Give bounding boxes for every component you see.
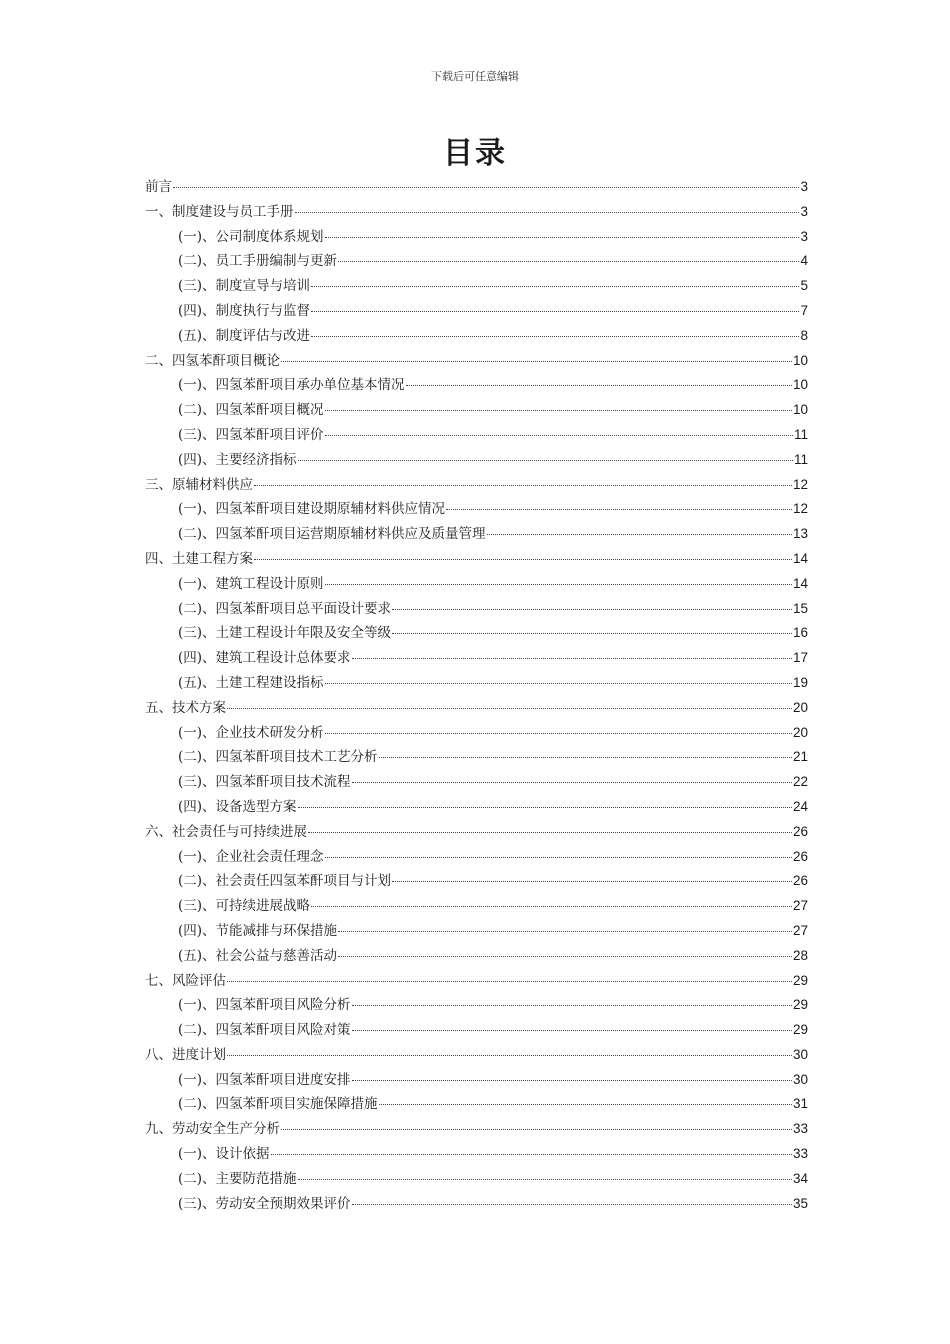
toc-leader-dots	[392, 609, 792, 610]
toc-section-entry[interactable]	[145, 969, 808, 994]
toc-entry-page-number: 31	[792, 1096, 808, 1112]
toc-leader-dots	[298, 807, 792, 808]
toc-entry-page-number: 5	[800, 278, 808, 294]
toc-entry-label: (二)、四氢苯酐项目风险对策	[178, 1022, 351, 1039]
toc-subsection-entry[interactable]	[145, 919, 808, 944]
toc-subsection-entry[interactable]	[145, 770, 808, 795]
toc-entry-label: (四)、主要经济指标	[178, 451, 297, 468]
toc-entry-label: (三)、制度宣导与培训	[178, 278, 311, 295]
toc-entry-page-number: 3	[800, 179, 808, 194]
toc-entry-page-number: 33	[792, 1146, 808, 1162]
toc-leader-dots	[325, 857, 792, 858]
toc-entry-page-number: 29	[792, 1022, 808, 1038]
toc-entry-label: (一)、企业技术研发分析	[178, 724, 324, 741]
toc-leader-dots	[325, 237, 800, 238]
toc-entry-label: (三)、可持续进展战略	[178, 898, 311, 915]
toc-entry-page-number: 4	[800, 253, 808, 269]
toc-entry-label: (二)、四氢苯酐项目实施保障措施	[178, 1096, 378, 1113]
toc-entry-label: (二)、主要防范措施	[178, 1170, 297, 1187]
toc-entry-page-number: 8	[800, 327, 808, 343]
toc-entry-label: (四)、制度执行与监督	[178, 302, 311, 319]
toc-entry-label: (四)、设备选型方案	[178, 798, 297, 815]
toc-leader-dots	[254, 485, 792, 486]
toc-entry-page-number: 27	[792, 922, 808, 938]
toc-entry-label: (二)、员工手册编制与更新	[178, 253, 338, 270]
toc-entry-label: (五)、土建工程建设指标	[178, 674, 324, 691]
toc-subsection-entry[interactable]	[145, 1192, 808, 1217]
toc-leader-dots	[325, 410, 792, 411]
toc-entry-label: (二)、四氢苯酐项目运营期原辅材料供应及质量管理	[178, 526, 486, 543]
toc-subsection-entry[interactable]	[145, 894, 808, 919]
toc-entry-page-number: 26	[792, 823, 808, 839]
toc-section-entry[interactable]	[145, 349, 808, 374]
toc-entry-label: (三)、四氢苯酐项目技术流程	[178, 774, 351, 791]
toc-leader-dots	[352, 1005, 792, 1006]
toc-subsection-entry[interactable]	[145, 1018, 808, 1043]
toc-entry-label: (一)、四氢苯酐项目风险分析	[178, 997, 351, 1014]
toc-entry-page-number: 12	[792, 501, 808, 517]
toc-leader-dots	[227, 981, 792, 982]
toc-leader-dots	[352, 1080, 792, 1081]
toc-leader-dots	[311, 906, 792, 907]
toc-leader-dots	[325, 733, 792, 734]
toc-leader-dots	[392, 633, 792, 634]
toc-entry-page-number: 26	[792, 873, 808, 889]
toc-entry-page-number: 20	[792, 724, 808, 740]
toc-entry-page-number: 11	[793, 426, 808, 442]
toc-entry-page-number: 35	[792, 1195, 808, 1211]
toc-entry-label: (一)、四氢苯酐项目承办单位基本情况	[178, 377, 405, 394]
toc-subsection-entry[interactable]	[145, 1142, 808, 1167]
toc-leader-dots	[325, 584, 792, 585]
toc-subsection-entry[interactable]	[145, 1167, 808, 1192]
toc-section-entry[interactable]	[145, 1117, 808, 1142]
toc-leader-dots	[281, 361, 792, 362]
toc-entry-label: (三)、劳动安全预期效果评价	[178, 1195, 351, 1212]
toc-entry-page-number: 13	[792, 526, 808, 542]
toc-entry-label: 五、技术方案	[145, 699, 226, 716]
toc-entry-label: (二)、四氢苯酐项目总平面设计要求	[178, 600, 392, 617]
toc-entry-page-number: 20	[792, 699, 808, 715]
toc-subsection-entry[interactable]	[145, 671, 808, 696]
toc-section-entry[interactable]	[145, 696, 808, 721]
toc-entry-page-number: 10	[792, 352, 808, 368]
toc-entry-page-number: 27	[792, 898, 808, 914]
toc-entry-page-number: 14	[792, 575, 808, 591]
toc-subsection-entry[interactable]	[145, 448, 808, 473]
toc-entry-label: (四)、建筑工程设计总体要求	[178, 650, 351, 667]
toc-section-entry[interactable]	[145, 200, 808, 225]
toc-entry-page-number: 15	[792, 600, 808, 616]
toc-subsection-entry[interactable]	[145, 1092, 808, 1117]
toc-leader-dots	[352, 1030, 792, 1031]
toc-entry-label: (三)、土建工程设计年限及安全等级	[178, 625, 392, 642]
toc-section-entry[interactable]	[145, 175, 808, 200]
toc-entry-page-number: 22	[792, 774, 808, 790]
toc-leader-dots	[325, 683, 792, 684]
toc-entry-label: (一)、企业社会责任理念	[178, 848, 324, 865]
toc-subsection-entry[interactable]	[145, 1068, 808, 1093]
toc-entry-label: 四、土建工程方案	[145, 550, 253, 567]
toc-leader-dots	[311, 286, 799, 287]
toc-section-entry[interactable]	[145, 1043, 808, 1068]
toc-leader-dots	[487, 534, 792, 535]
toc-leader-dots	[227, 708, 792, 709]
toc-entry-label: 七、风险评估	[145, 972, 226, 989]
toc-entry-page-number: 29	[792, 972, 808, 988]
toc-leader-dots	[298, 460, 793, 461]
toc-entry-label: (一)、设计依据	[178, 1146, 270, 1163]
toc-entry-page-number: 10	[792, 377, 808, 393]
toc-entry-label: (一)、四氢苯酐项目进度安排	[178, 1071, 351, 1088]
toc-subsection-entry[interactable]	[145, 869, 808, 894]
toc-leader-dots	[311, 311, 799, 312]
toc-section-entry[interactable]	[145, 473, 808, 498]
toc-entry-page-number: 7	[800, 302, 808, 318]
toc-entry-page-number: 28	[792, 947, 808, 963]
page-header: 下载后可任意编辑	[431, 70, 519, 83]
toc-entry-page-number: 3	[800, 228, 808, 244]
toc-entry-page-number: 33	[792, 1121, 808, 1137]
toc-subsection-entry[interactable]	[145, 646, 808, 671]
toc-subsection-entry[interactable]	[145, 324, 808, 349]
toc-entry-page-number: 26	[792, 848, 808, 864]
toc-leader-dots	[379, 757, 792, 758]
toc-entry-label: 六、社会责任与可持续进展	[145, 823, 307, 840]
toc-subsection-entry[interactable]	[145, 745, 808, 770]
toc-subsection-entry[interactable]	[145, 597, 808, 622]
toc-entry-label: 二、四氢苯酐项目概论	[145, 352, 280, 369]
toc-entry-page-number: 34	[792, 1170, 808, 1186]
toc-subsection-entry[interactable]	[145, 497, 808, 522]
toc-entry-page-number: 29	[792, 997, 808, 1013]
toc-leader-dots	[227, 1055, 792, 1056]
toc-entry-label: (二)、四氢苯酐项目技术工艺分析	[178, 749, 378, 766]
toc-leader-dots	[352, 782, 792, 783]
toc-entry-page-number: 19	[792, 674, 808, 690]
toc-entry-label: (四)、节能减排与环保措施	[178, 922, 338, 939]
toc-leader-dots	[173, 187, 799, 188]
toc-entry-page-number: 21	[792, 749, 808, 765]
toc-entry-label: (二)、四氢苯酐项目概况	[178, 402, 324, 419]
toc-entry-label: 八、进度计划	[145, 1046, 226, 1063]
toc-entry-page-number: 3	[800, 203, 808, 219]
toc-leader-dots	[338, 956, 792, 957]
toc-entry-label: (二)、社会责任四氢苯酐项目与计划	[178, 873, 392, 890]
toc-leader-dots	[308, 832, 792, 833]
toc-entry-label: (五)、制度评估与改进	[178, 327, 311, 344]
toc-leader-dots	[446, 509, 792, 510]
toc-entry-page-number: 12	[792, 476, 808, 492]
toc-leader-dots	[295, 212, 800, 213]
toc-section-entry[interactable]	[145, 820, 808, 845]
toc-entry-label: (三)、四氢苯酐项目评价	[178, 426, 324, 443]
toc-leader-dots	[352, 658, 792, 659]
toc-leader-dots	[254, 559, 792, 560]
toc-subsection-entry[interactable]	[145, 721, 808, 746]
toc-subsection-entry[interactable]	[145, 274, 808, 299]
table-of-contents	[145, 175, 808, 1216]
toc-entry-page-number: 10	[792, 402, 808, 418]
toc-leader-dots	[338, 931, 792, 932]
toc-leader-dots	[352, 1204, 792, 1205]
toc-subsection-entry[interactable]	[145, 944, 808, 969]
toc-subsection-entry[interactable]	[145, 795, 808, 820]
toc-entry-label: (一)、公司制度体系规划	[178, 228, 324, 245]
toc-section-entry[interactable]	[145, 547, 808, 572]
toc-subsection-entry[interactable]	[145, 398, 808, 423]
toc-entry-label: (五)、社会公益与慈善活动	[178, 947, 338, 964]
toc-leader-dots	[392, 881, 792, 882]
toc-subsection-entry[interactable]	[145, 423, 808, 448]
toc-entry-page-number: 24	[792, 798, 808, 814]
toc-subsection-entry[interactable]	[145, 522, 808, 547]
toc-entry-label: 一、制度建设与员工手册	[145, 203, 294, 220]
toc-entry-label: (一)、建筑工程设计原则	[178, 575, 324, 592]
toc-entry-page-number: 14	[792, 550, 808, 566]
toc-leader-dots	[379, 1104, 792, 1105]
toc-subsection-entry[interactable]	[145, 621, 808, 646]
toc-subsection-entry[interactable]	[145, 225, 808, 250]
toc-leader-dots	[298, 1179, 792, 1180]
toc-leader-dots	[271, 1154, 792, 1155]
toc-entry-label: 前言	[145, 179, 172, 195]
toc-entry-page-number: 30	[792, 1046, 808, 1062]
toc-entry-label: (一)、四氢苯酐项目建设期原辅材料供应情况	[178, 501, 446, 518]
toc-entry-page-number: 17	[792, 650, 808, 666]
toc-entry-page-number: 11	[793, 451, 808, 467]
toc-subsection-entry[interactable]	[145, 845, 808, 870]
toc-subsection-entry[interactable]	[145, 572, 808, 597]
toc-leader-dots	[281, 1129, 792, 1130]
toc-leader-dots	[325, 435, 793, 436]
toc-leader-dots	[338, 261, 799, 262]
toc-entry-label: 三、原辅材料供应	[145, 476, 253, 493]
toc-subsection-entry[interactable]	[145, 249, 808, 274]
toc-entry-page-number: 16	[792, 625, 808, 641]
toc-entry-page-number: 30	[792, 1071, 808, 1087]
toc-entry-label: 九、劳动安全生产分析	[145, 1121, 280, 1138]
toc-subsection-entry[interactable]	[145, 299, 808, 324]
toc-subsection-entry[interactable]	[145, 373, 808, 398]
toc-subsection-entry[interactable]	[145, 993, 808, 1018]
toc-leader-dots	[311, 336, 799, 337]
page-title: 目录	[443, 136, 507, 171]
toc-leader-dots	[406, 385, 792, 386]
